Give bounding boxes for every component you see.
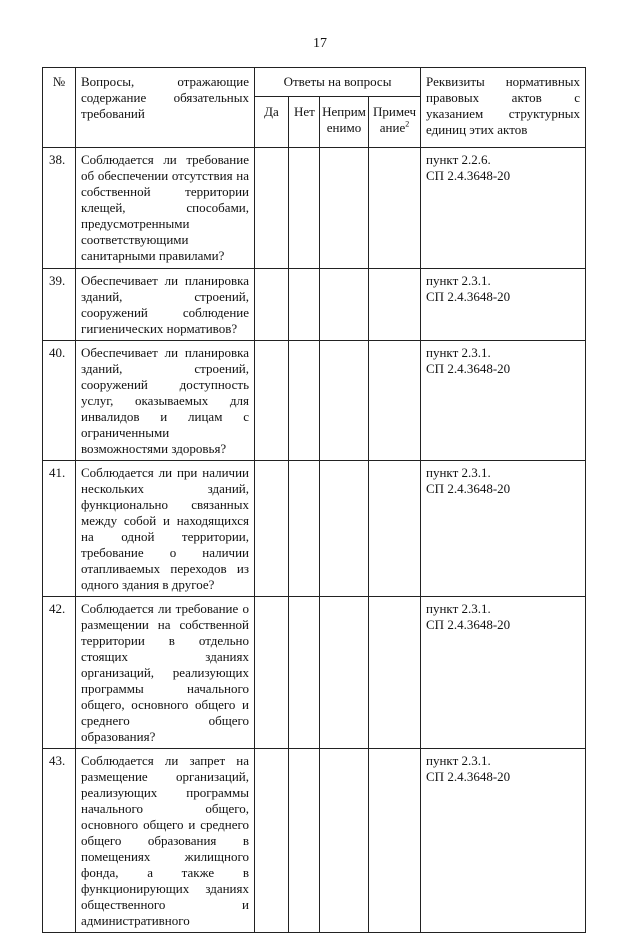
row-requisite [421, 461, 586, 597]
answer-no-cell[interactable] [289, 461, 320, 597]
answer-not-applicable-cell[interactable] [320, 148, 369, 269]
header-question: Вопросы, отражающие содержание обязательных требований [76, 68, 255, 148]
row-question: Соблюдается ли требование о размещении на собственной территории в отдельно стоящих зданиях организаций, реализующих программы начального общего, основного общего и среднего общего образования? [76, 597, 255, 749]
requisite-clause: пункт 2.3.1. [426, 753, 491, 768]
answer-note-cell[interactable] [369, 148, 421, 269]
header-note [369, 97, 421, 148]
requisite-act: СП 2.4.3648-20 [426, 289, 511, 304]
requisite-act: СП 2.4.3648-20 [426, 769, 511, 784]
row-question: Соблюдается ли требование об обеспечении отсутствия на собственной территории клещей, способами, предусмотренными соответствующими санитарными правилами? [76, 148, 255, 269]
row-question: Обеспечивает ли планировка зданий, строений, сооружений доступность услуг, оказываемых для инвалидов и лицам с ограниченными возможностями здоровья? [76, 341, 255, 461]
table-row [43, 269, 586, 341]
answer-not-applicable-cell[interactable] [320, 461, 369, 597]
row-number: 38. [43, 148, 76, 269]
page-number: 17 [313, 36, 327, 51]
table-row [43, 341, 586, 461]
checklist-table [42, 67, 586, 933]
requisite-act: СП 2.4.3648-20 [426, 617, 511, 632]
header-not-applicable [320, 97, 369, 148]
requisite-act: СП 2.4.3648-20 [426, 361, 511, 376]
header-answers: Ответы на вопросы [255, 68, 421, 97]
header-note-part2: ание [379, 120, 406, 135]
footnote-marker: 2 [405, 119, 410, 129]
row-question: Соблюдается ли запрет на размещение организаций, реализующих программы начального общего, основного общего и среднего общего образования в помещениях жилищного фонда, а также в функционирующих зданиях общественного и административного [76, 749, 255, 933]
requisite-clause: пункт 2.3.1. [426, 273, 491, 288]
answer-no-cell[interactable] [289, 148, 320, 269]
header-requisites: Реквизиты нормативных правовых актов с указанием структурных единиц этих актов [421, 68, 586, 148]
answer-no-cell[interactable] [289, 269, 320, 341]
row-requisite [421, 341, 586, 461]
requisite-act: СП 2.4.3648-20 [426, 481, 511, 496]
row-question: Обеспечивает ли планировка зданий, строений, сооружений соблюдение гигиенических нормативов? [76, 269, 255, 341]
row-requisite [421, 148, 586, 269]
row-number: 42. [43, 597, 76, 749]
row-number: 41. [43, 461, 76, 597]
table-row [43, 148, 586, 269]
answer-yes-cell[interactable] [255, 461, 289, 597]
answer-yes-cell[interactable] [255, 269, 289, 341]
answer-not-applicable-cell[interactable] [320, 597, 369, 749]
row-requisite [421, 269, 586, 341]
requisite-clause: пункт 2.3.1. [426, 465, 491, 480]
answer-note-cell[interactable] [369, 461, 421, 597]
answer-no-cell[interactable] [289, 341, 320, 461]
answer-not-applicable-cell[interactable] [320, 269, 369, 341]
answer-yes-cell[interactable] [255, 148, 289, 269]
row-question: Соблюдается ли при наличии нескольких зданий, функционально связанных между собой и находящихся на одной территории, требование о наличии отапливаемых переходов из одного здания в другое? [76, 461, 255, 597]
header-note-part1: Примеч [372, 104, 417, 119]
table-row [43, 461, 586, 597]
header-not-applicable-part2: енимо [326, 120, 362, 135]
requisite-act: СП 2.4.3648-20 [426, 168, 511, 183]
row-number: 40. [43, 341, 76, 461]
answer-yes-cell[interactable] [255, 341, 289, 461]
table-row [43, 597, 586, 749]
requisite-clause: пункт 2.3.1. [426, 345, 491, 360]
header-yes: Да [255, 97, 289, 148]
row-number: 43. [43, 749, 76, 933]
header-number: № [43, 68, 76, 148]
header-no: Нет [289, 97, 320, 148]
answer-note-cell[interactable] [369, 597, 421, 749]
answer-no-cell[interactable] [289, 597, 320, 749]
header-not-applicable-part1: Неприм [322, 104, 366, 119]
requisite-clause: пункт 2.2.6. [426, 152, 491, 167]
row-requisite [421, 597, 586, 749]
answer-yes-cell[interactable] [255, 597, 289, 749]
requisite-clause: пункт 2.3.1. [426, 601, 491, 616]
answer-note-cell[interactable] [369, 269, 421, 341]
row-number: 39. [43, 269, 76, 341]
answer-note-cell[interactable] [369, 341, 421, 461]
answer-not-applicable-cell[interactable] [320, 341, 369, 461]
